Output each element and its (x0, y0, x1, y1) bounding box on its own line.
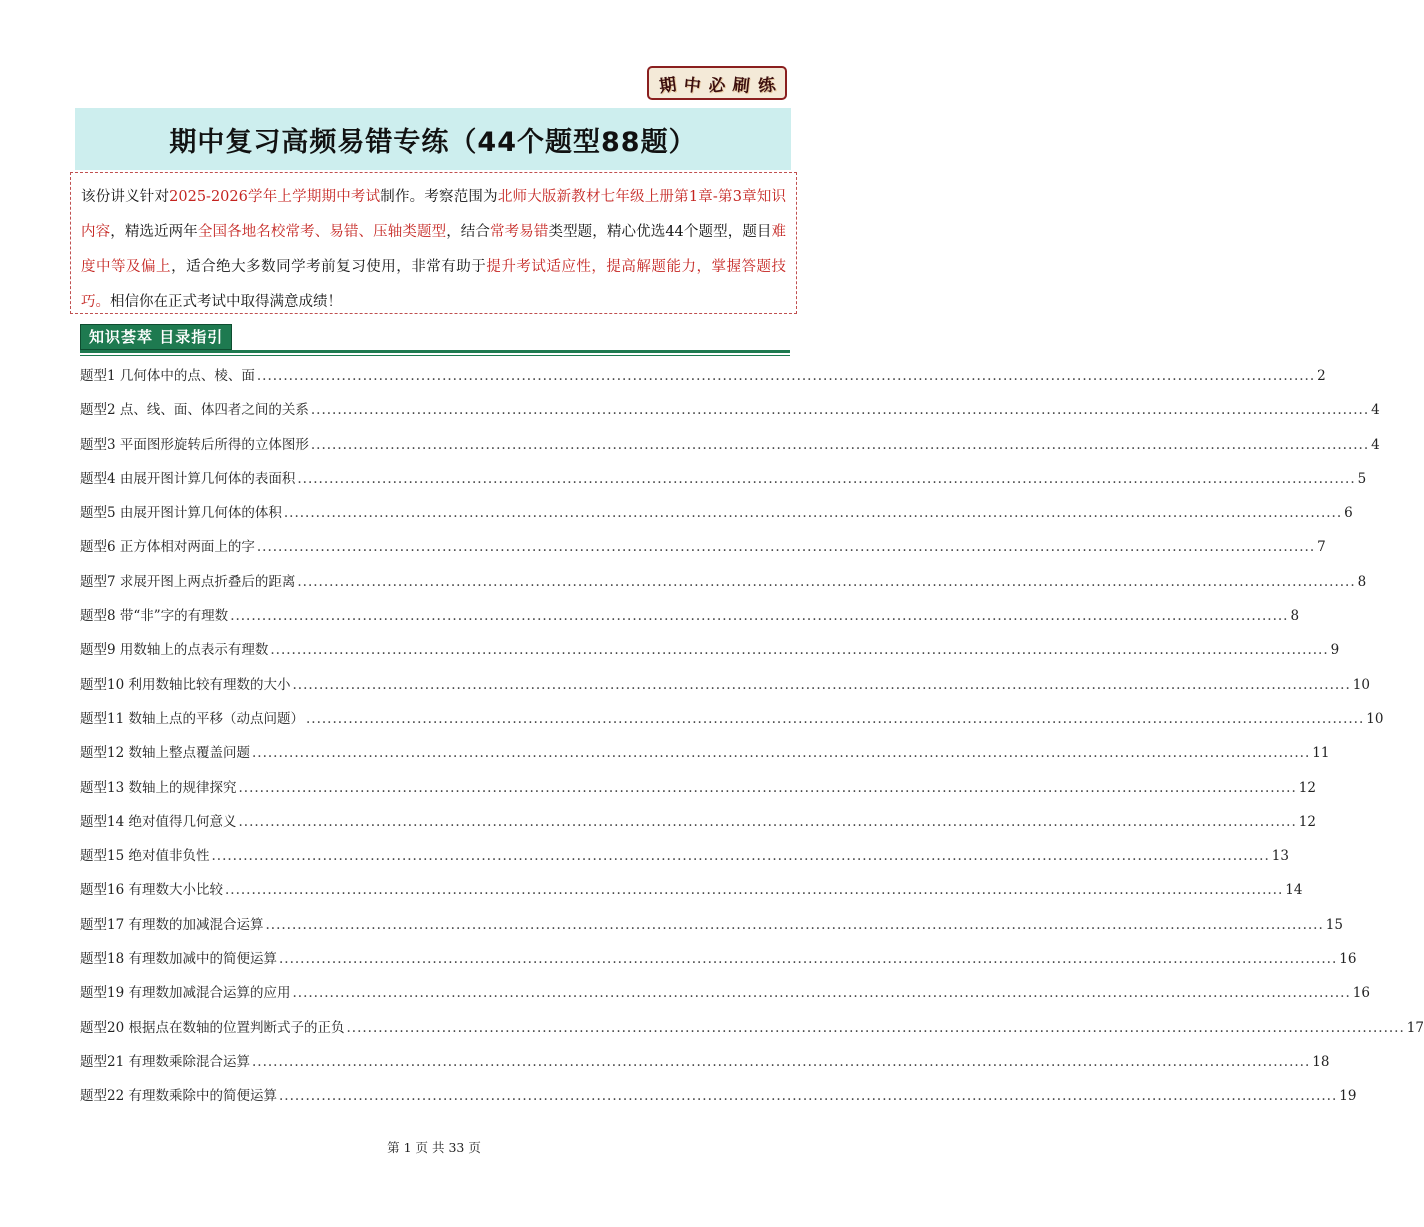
toc-leader-dots: ........................................................................................................................................................................................................ (251, 1053, 1311, 1070)
toc-entry-label: 题型16 有理数大小比较 (80, 882, 223, 899)
toc-entry-label: 题型12 数轴上整点覆盖问题 (80, 745, 250, 762)
toc-leader-dots: ........................................................................................................................................................................................................ (270, 642, 1329, 659)
toc-entry[interactable] (80, 981, 1370, 1015)
intro-highlight: 2025-2026学年上学期期中考试 (169, 189, 381, 205)
toc-entry-page: 8 (1290, 608, 1300, 625)
toc-entry[interactable] (80, 878, 1303, 912)
toc-entry-label: 题型15 绝对值非负性 (80, 848, 210, 865)
toc-entry-label: 题型20 根据点在数轴的位置判断式子的正负 (80, 1019, 345, 1036)
badge-char: 练 (757, 74, 777, 97)
intro-text: 类型题，精心优选44个题型，题目 (548, 224, 772, 240)
intro-highlight: 提升考试适应性，提高解题能力，掌握答题技巧。 (81, 259, 787, 310)
intro-highlight: 北师大版新教材七年级上册第1章-第3章知识内容 (81, 189, 787, 240)
toc-entry[interactable] (80, 947, 1357, 981)
table-of-contents (80, 364, 1424, 1119)
toc-entry-page: 9 (1330, 642, 1340, 659)
toc-entry-label: 题型17 有理数的加减混合运算 (80, 916, 264, 933)
toc-entry-label: 题型3 平面图形旋转后所得的立体图形 (80, 436, 309, 453)
intro-highlight: 常考易错 (490, 224, 549, 240)
toc-entry[interactable] (80, 364, 1326, 398)
toc-leader-dots: ........................................................................................................................................................................................................ (238, 779, 1297, 796)
toc-leader-dots: ........................................................................................................................................................................................................ (278, 1088, 1338, 1105)
toc-leader-dots: ........................................................................................................................................................................................................ (238, 813, 1297, 830)
intro-text: ，结合 (446, 224, 491, 240)
toc-entry[interactable] (80, 638, 1340, 672)
toc-entry-page: 19 (1339, 1088, 1357, 1105)
toc-entry-page: 13 (1271, 848, 1289, 865)
title-band (75, 108, 791, 170)
toc-leader-dots: ........................................................................................................................................................................................................ (305, 710, 1365, 727)
section-rule (80, 350, 790, 353)
toc-leader-dots: ........................................................................................................................................................................................................ (256, 368, 1316, 384)
toc-entry-page: 10 (1366, 710, 1384, 727)
intro-text: 该份讲义针对 (81, 189, 170, 205)
toc-entry-label: 题型14 绝对值得几何意义 (80, 813, 237, 830)
toc-entry[interactable] (80, 1016, 1424, 1050)
toc-leader-dots: ........................................................................................................................................................................................................ (265, 916, 1324, 933)
intro-text: 制作。考察范围为 (380, 189, 498, 205)
intro-highlight: 难度中等及偏上 (81, 224, 787, 275)
page-footer: 第 1 页 共 33 页 (387, 1140, 481, 1155)
series-badge (647, 66, 787, 100)
toc-entry-label: 题型22 有理数乘除中的简便运算 (80, 1088, 277, 1105)
section-title: 知识荟萃 目录指引 (80, 324, 232, 350)
toc-entry-page: 2 (1317, 368, 1326, 384)
toc-entry-page: 5 (1357, 470, 1367, 487)
toc-entry-label: 题型5 由展开图计算几何体的体积 (80, 505, 282, 522)
toc-entry[interactable] (80, 604, 1300, 638)
toc-entry-page: 16 (1352, 985, 1370, 1002)
toc-entry[interactable] (80, 570, 1367, 604)
toc-entry-page: 14 (1285, 882, 1303, 899)
toc-entry-label: 题型18 有理数加减中的简便运算 (80, 951, 277, 968)
toc-leader-dots: ........................................................................................................................................................................................................ (292, 676, 1351, 693)
intro-box (70, 172, 797, 314)
toc-entry-label: 题型9 用数轴上的点表示有理数 (80, 642, 269, 659)
toc-entry-page: 10 (1352, 676, 1370, 693)
toc-entry-label: 题型21 有理数乘除混合运算 (80, 1053, 250, 1070)
toc-leader-dots: ........................................................................................................................................................................................................ (211, 848, 1270, 865)
toc-leader-dots: ........................................................................................................................................................................................................ (224, 882, 1284, 899)
toc-entry-page: 16 (1339, 951, 1357, 968)
toc-entry-page: 4 (1371, 436, 1380, 453)
toc-entry-label: 题型11 数轴上点的平移（动点问题） (80, 710, 304, 727)
toc-leader-dots: ........................................................................................................................................................................................................ (297, 573, 1356, 590)
toc-leader-dots: ........................................................................................................................................................................................................ (346, 1019, 1405, 1036)
toc-entry-label: 题型8 带“非”字的有理数 (80, 608, 229, 625)
toc-leader-dots: ........................................................................................................................................................................................................ (256, 539, 1316, 556)
toc-entry-page: 12 (1298, 813, 1316, 830)
toc-entry-label: 题型2 点、线、面、体四者之间的关系 (80, 402, 309, 419)
toc-entry-label: 题型6 正方体相对两面上的字 (80, 539, 255, 556)
toc-entry[interactable] (80, 776, 1316, 810)
toc-entry[interactable] (80, 913, 1343, 947)
toc-entry[interactable] (80, 433, 1380, 467)
toc-entry-page: 15 (1325, 916, 1343, 933)
toc-leader-dots: ........................................................................................................................................................................................................ (292, 985, 1351, 1002)
toc-entry[interactable] (80, 1050, 1330, 1084)
badge-char: 期 (657, 74, 678, 97)
intro-text: 相信你在正式考试中取得满意成绩！ (110, 294, 342, 310)
intro-text: ，适合绝大多数同学考前复习使用，非常有助于 (171, 259, 487, 275)
toc-entry[interactable] (80, 1084, 1357, 1118)
toc-entry[interactable] (80, 844, 1289, 878)
section-rule-thin (80, 355, 790, 356)
badge-char: 刷 (732, 74, 752, 97)
section-header (80, 324, 790, 356)
toc-entry[interactable] (80, 673, 1370, 707)
toc-leader-dots: ........................................................................................................................................................................................................ (230, 608, 1289, 625)
toc-entry[interactable] (80, 707, 1384, 741)
badge-char: 必 (707, 74, 728, 97)
toc-leader-dots: ........................................................................................................................................................................................................ (283, 505, 1343, 522)
page-title: 期中复习高频易错专练（44个题型88题） (169, 126, 697, 158)
toc-entry-page: 18 (1312, 1053, 1330, 1070)
toc-leader-dots: ........................................................................................................................................................................................................ (310, 402, 1370, 419)
toc-entry-page: 7 (1317, 539, 1326, 556)
toc-leader-dots: ........................................................................................................................................................................................................ (297, 470, 1356, 487)
toc-entry-label: 题型1 几何体中的点、棱、面 (80, 368, 255, 384)
toc-entry-label: 题型10 利用数轴比较有理数的大小 (80, 676, 291, 693)
toc-entry-page: 4 (1371, 402, 1380, 419)
toc-leader-dots: ........................................................................................................................................................................................................ (251, 745, 1311, 762)
toc-entry[interactable] (80, 535, 1326, 569)
toc-entry[interactable] (80, 467, 1367, 501)
toc-entry-page: 12 (1298, 779, 1316, 796)
toc-entry-page: 17 (1406, 1019, 1424, 1036)
toc-entry[interactable] (80, 810, 1316, 844)
toc-leader-dots: ........................................................................................................................................................................................................ (310, 436, 1370, 453)
toc-entry-page: 6 (1344, 505, 1353, 522)
intro-text: ，精选近两年 (110, 224, 198, 240)
toc-entry-page: 8 (1357, 573, 1367, 590)
toc-entry[interactable] (80, 501, 1353, 535)
toc-entry-label: 题型7 求展开图上两点折叠后的距离 (80, 573, 296, 590)
toc-leader-dots: ........................................................................................................................................................................................................ (278, 951, 1338, 968)
toc-entry[interactable] (80, 398, 1380, 432)
toc-entry-page: 11 (1312, 745, 1330, 762)
intro-highlight: 全国各地名校常考、易错、压轴类题型 (197, 224, 447, 240)
toc-entry-label: 题型4 由展开图计算几何体的表面积 (80, 470, 296, 487)
toc-entry-label: 题型13 数轴上的规律探究 (80, 779, 237, 796)
toc-entry[interactable] (80, 741, 1330, 775)
badge-char: 中 (682, 74, 702, 97)
toc-entry-label: 题型19 有理数加减混合运算的应用 (80, 985, 291, 1002)
